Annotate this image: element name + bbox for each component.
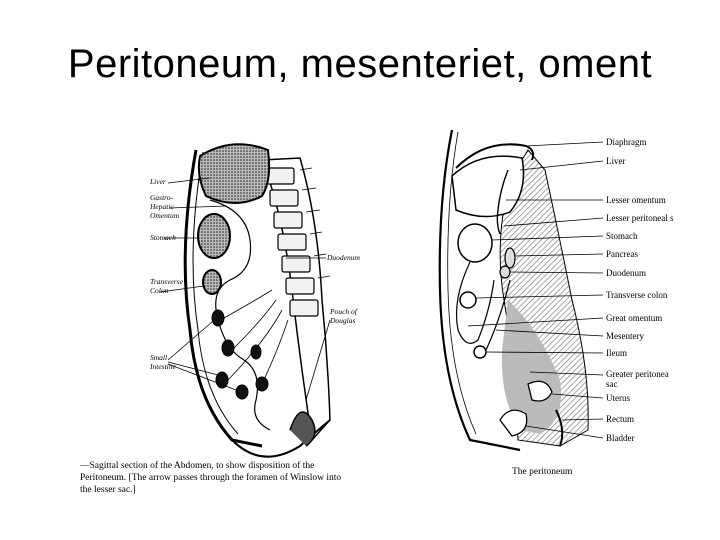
label-lesser-omentum: Lesser omentum (606, 195, 666, 205)
stomach-right (458, 224, 492, 262)
label-hepatic: Hepatic (150, 202, 174, 211)
liver-right (452, 156, 524, 216)
label-rectum: Rectum (606, 414, 634, 424)
caption-line-1: —Sagittal section of the Abdomen, to show disposition of the (80, 461, 315, 471)
label-duodenum-left: Duodenum (327, 253, 360, 262)
ileum (474, 346, 486, 358)
caption-line-2: Peritoneum. [The arrow passes through the foramen of Winslow into (80, 473, 342, 483)
transverse-colon-right (460, 292, 476, 308)
label-pouch-of: Pouch of (330, 307, 357, 316)
right-labels (606, 137, 674, 443)
liver (199, 144, 269, 203)
label-stomach: Stomach (150, 233, 176, 242)
label-stomach-right: Stomach (606, 231, 638, 241)
label-duodenum-right: Duodenum (606, 268, 646, 278)
label-uterus: Uterus (606, 393, 630, 403)
label-liver: Liver (150, 177, 166, 186)
label-colon: Colon (150, 286, 169, 295)
pancreas (505, 248, 515, 268)
sagittal-section-figure (79, 144, 360, 495)
label-diaphragm: Diaphragm (606, 137, 647, 147)
label-small: Small (150, 353, 168, 362)
duodenum-right (500, 266, 510, 278)
mesentery-lines (224, 290, 288, 384)
label-liver-right: Liver (606, 156, 626, 166)
slide-title: Peritoneum, mesenteriet, oment (67, 42, 653, 86)
label-intestine: Intestine (150, 362, 176, 371)
label-douglas: Douglas (330, 316, 356, 325)
label-greater-peritoneal: Greater peritonea (606, 369, 669, 379)
label-transverse-colon: Transverse colon (606, 290, 668, 300)
label-pancreas: Pancreas (606, 249, 638, 259)
label-lesser-peritoneal: Lesser peritoneal s (606, 213, 674, 223)
peritoneum-figure (440, 130, 674, 477)
label-sac: sac (606, 379, 618, 389)
left-labels (149, 177, 360, 371)
caption-line-3: the lesser sac.] (80, 485, 136, 495)
stomach (198, 214, 230, 258)
small-intestine-loops (212, 310, 268, 399)
transverse-colon (203, 270, 221, 294)
right-caption: The peritoneum (512, 467, 573, 477)
label-mesentery: Mesentery (606, 331, 644, 341)
label-great-omentum: Great omentum (606, 313, 663, 323)
left-caption (79, 460, 341, 495)
label-gastro: Gastro- (150, 193, 174, 202)
label-transverse: Transverse (150, 277, 183, 286)
label-ileum: Ileum (606, 348, 627, 358)
label-bladder: Bladder (606, 433, 635, 443)
label-omentum: Omentum (150, 211, 180, 220)
